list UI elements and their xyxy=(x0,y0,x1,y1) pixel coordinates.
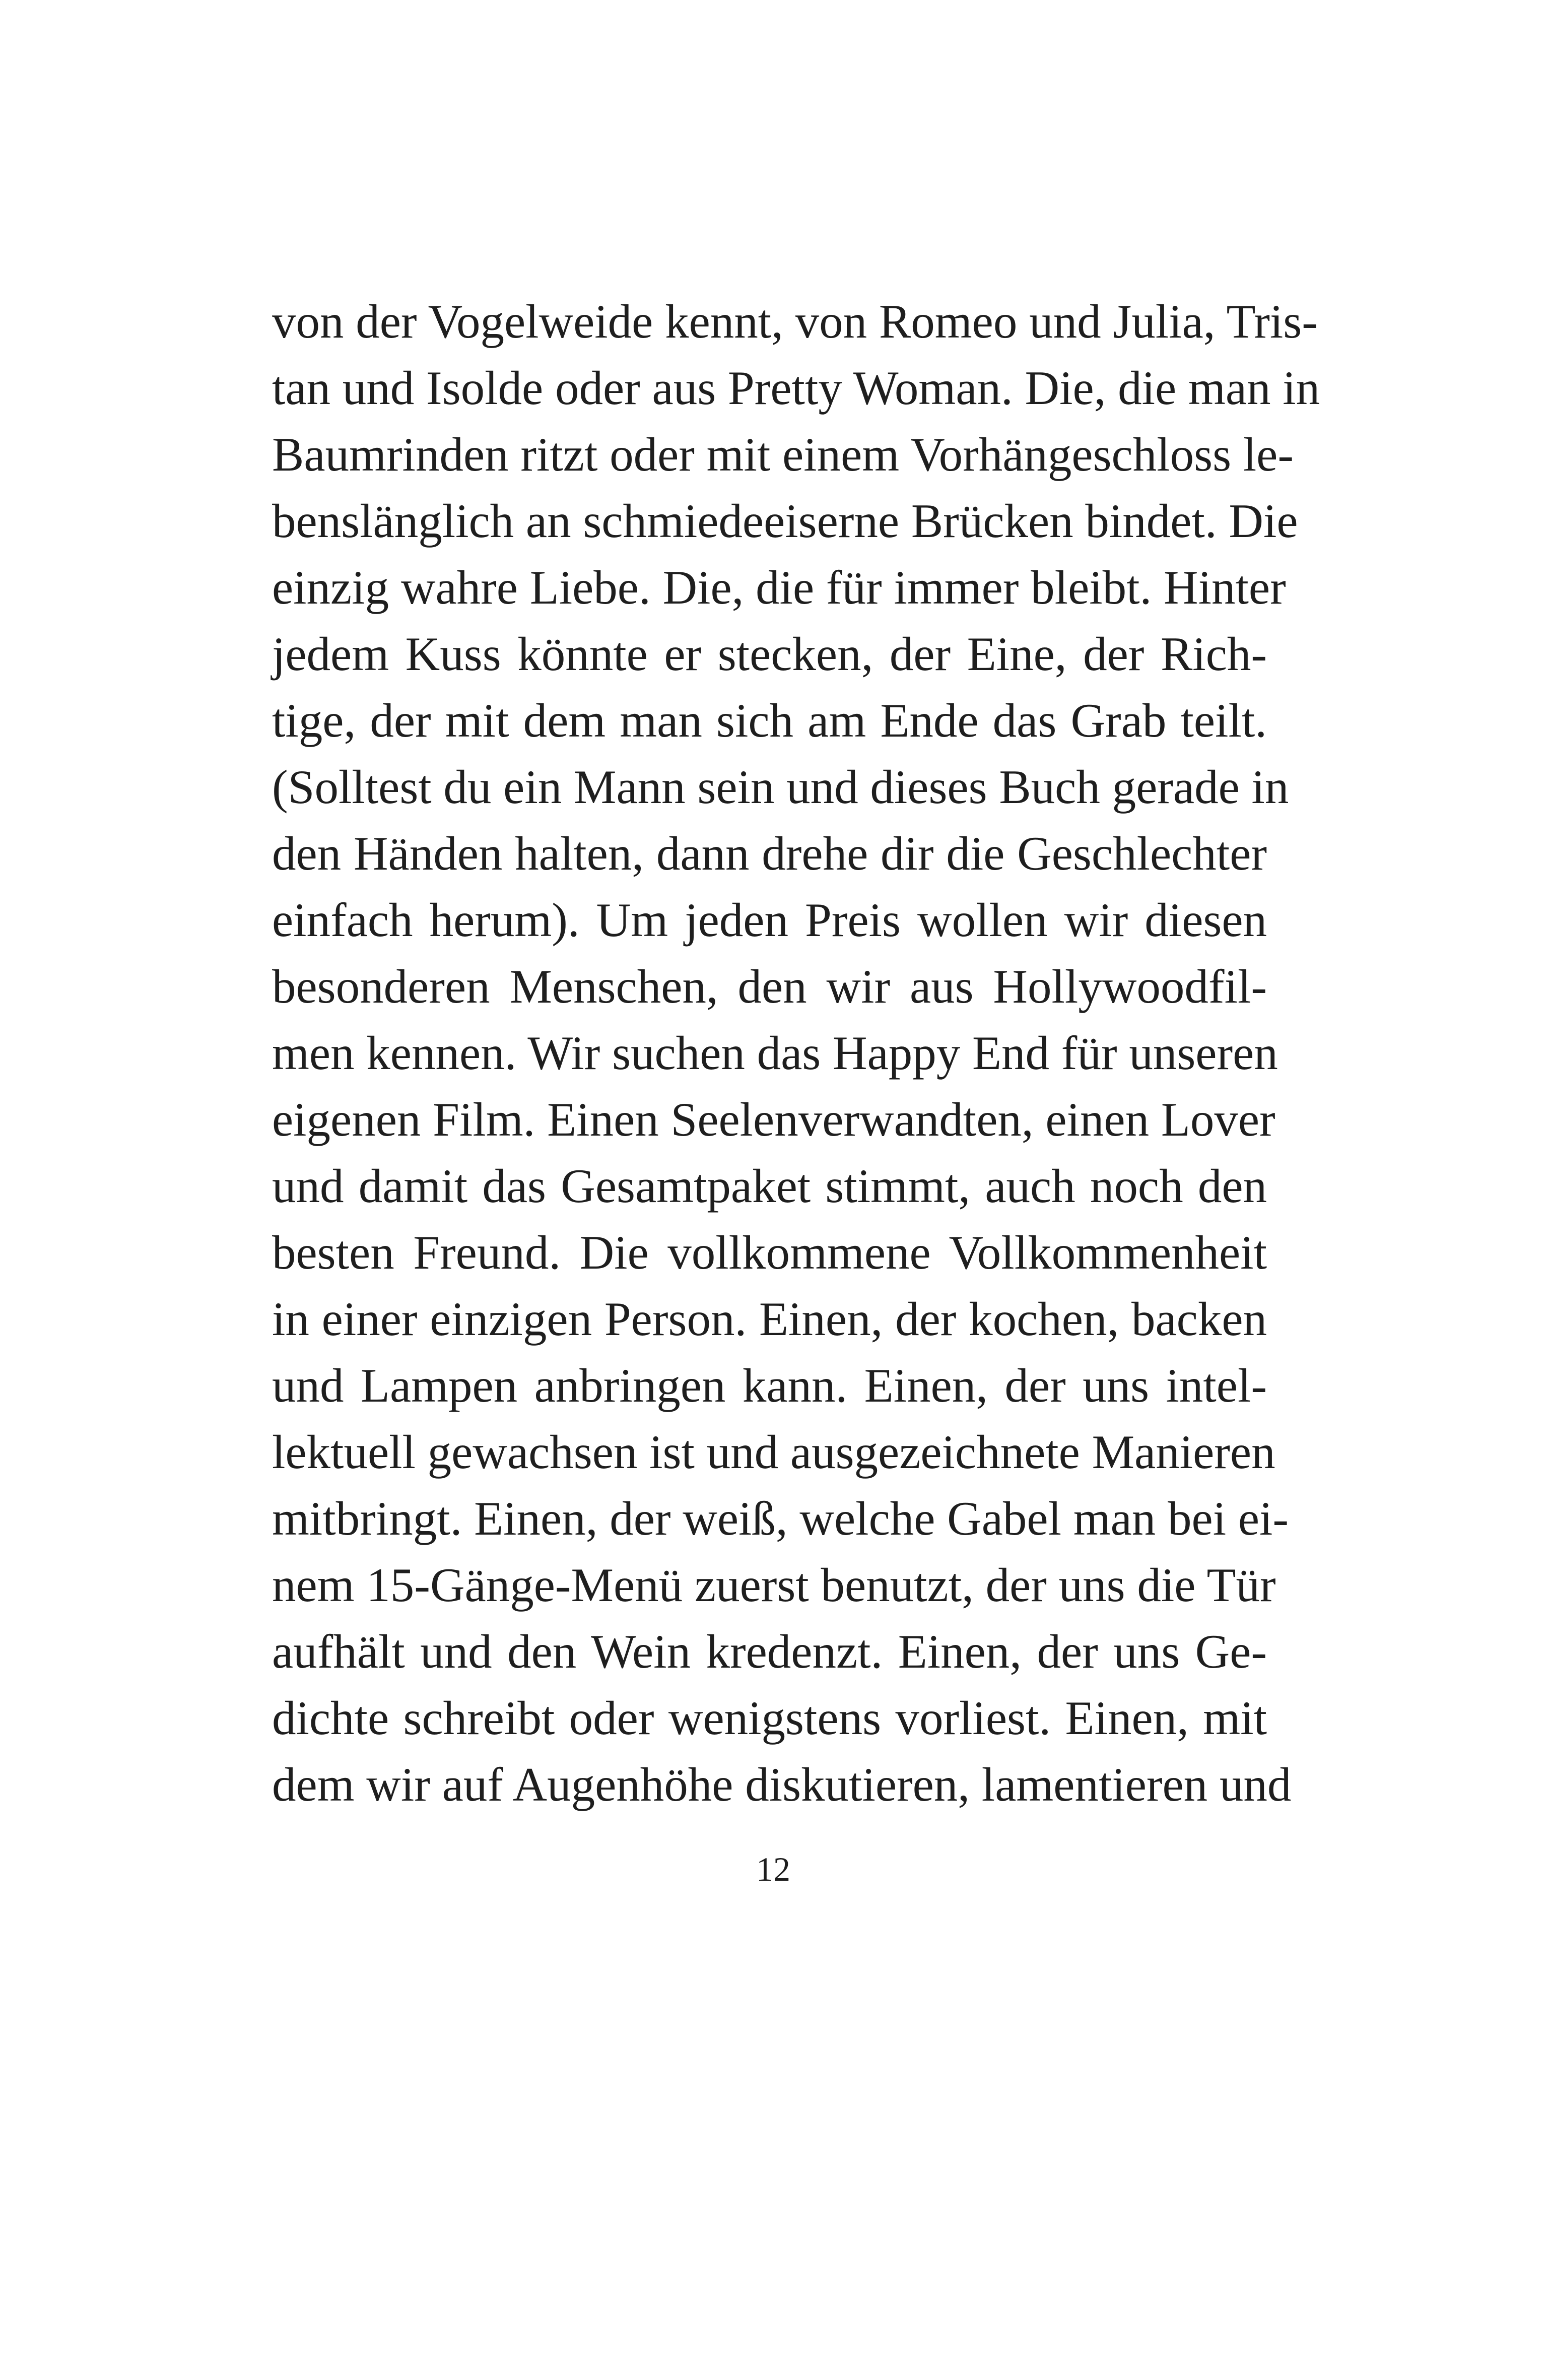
text-line: und damit das Gesamtpaket stimmt, auch noch den xyxy=(272,1159,1267,1213)
text-line: dem wir auf Augenhöhe diskutieren, lamentieren und xyxy=(272,1758,1292,1811)
text-line: jedem Kuss könnte er stecken, der Eine, der Rich- xyxy=(272,627,1267,681)
text-line: dichte schreibt oder wenigstens vorliest. Einen, mit xyxy=(272,1691,1267,1745)
text-line: den Händen halten, dann drehe dir die Geschlechter xyxy=(272,827,1267,880)
text-line: benslänglich an schmiedeeiserne Brücken bindet. Die xyxy=(272,494,1298,548)
text-line: Baumrinden ritzt oder mit einem Vorhängeschloss le- xyxy=(272,428,1294,481)
text-line: nem 15-Gänge-Menü zuerst benutzt, der uns die Tür xyxy=(272,1558,1276,1612)
page-number: 12 xyxy=(756,1850,790,1888)
text-line: von der Vogelweide kennt, von Romeo und Julia, Tris- xyxy=(272,295,1318,348)
text-line: mitbringt. Einen, der weiß, welche Gabel man bei ei- xyxy=(272,1492,1289,1545)
text-line: einfach herum). Um jeden Preis wollen wir diesen xyxy=(272,893,1267,947)
text-line: und Lampen anbringen kann. Einen, der uns intel- xyxy=(272,1359,1267,1412)
text-line: tan und Isolde oder aus Pretty Woman. Die, die man in xyxy=(272,361,1320,415)
text-line: in einer einzigen Person. Einen, der kochen, backen xyxy=(272,1292,1267,1346)
text-line: aufhält und den Wein kredenzt. Einen, der uns Ge- xyxy=(272,1625,1267,1678)
text-line: besonderen Menschen, den wir aus Hollywoodfil- xyxy=(272,960,1267,1013)
text-line: eigenen Film. Einen Seelenverwandten, einen Lover xyxy=(272,1093,1275,1146)
text-line: einzig wahre Liebe. Die, die für immer bleibt. Hinter xyxy=(272,561,1286,614)
text-line: lektuell gewachsen ist und ausgezeichnete Manieren xyxy=(272,1425,1275,1479)
text-line: besten Freund. Die vollkommene Vollkommenheit xyxy=(272,1226,1267,1279)
text-line: (Solltest du ein Mann sein und dieses Buch gerade in xyxy=(272,760,1289,814)
text-line: men kennen. Wir suchen das Happy End für unseren xyxy=(272,1026,1278,1080)
text-line: tige, der mit dem man sich am Ende das Grab teilt. xyxy=(272,694,1267,747)
